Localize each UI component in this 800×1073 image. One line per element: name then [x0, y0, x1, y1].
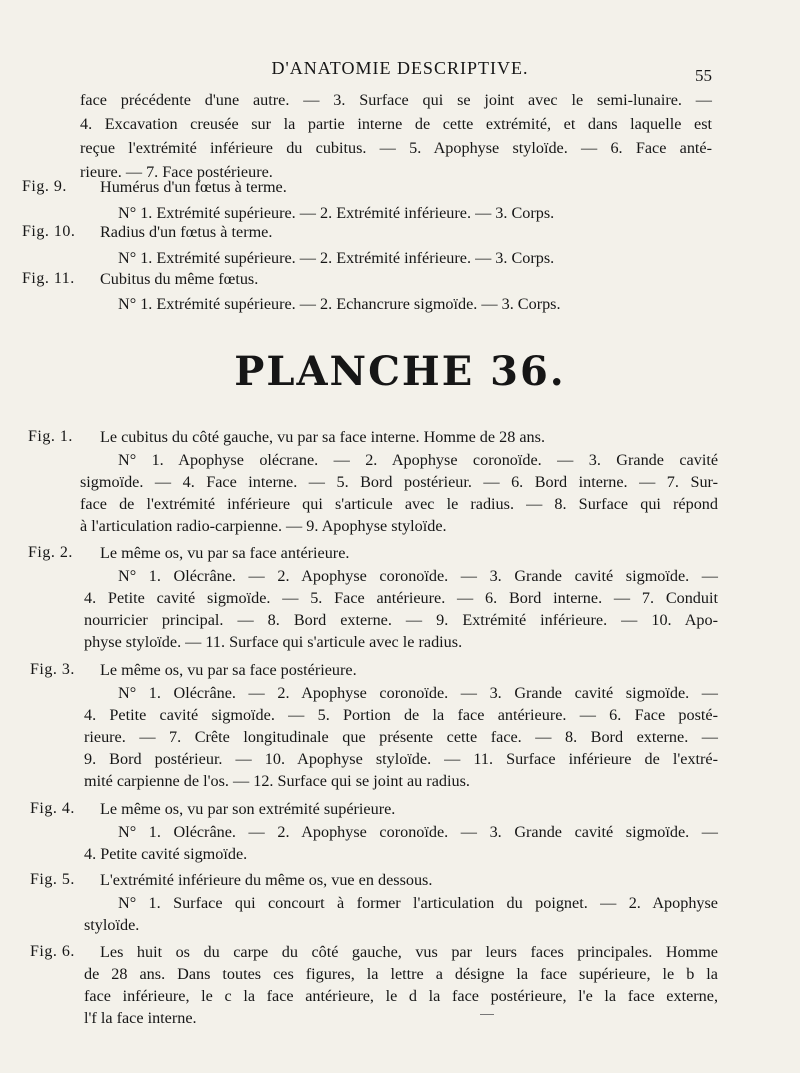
figure-label: Fig. 3.	[30, 661, 75, 678]
figure-line: mité carpienne de l'os. — 12. Surface qui se joint au radius.	[84, 772, 470, 790]
figure-parts: N° 1. Extrémité supérieure. — 2. Extrémité inférieure. — 3. Corps.	[118, 249, 555, 267]
figure-line: N° 1. Olécrâne. — 2. Apophyse coronoïde. — 3. Grande cavité sigmoïde. —	[118, 823, 718, 841]
figure-line: N° 1. Surface qui concourt à former l'articulation du poignet. — 2. Apophyse	[118, 894, 718, 912]
continuation-line: 4. Excavation creusée sur la partie interne de cette extrémité, et dans laquelle est	[80, 115, 712, 133]
figure-line: l'f la face interne.	[84, 1009, 197, 1027]
continuation-line: rieure. — 7. Face postérieure.	[80, 163, 273, 181]
figure-title: L'extrémité inférieure du même os, vue en dessous.	[100, 871, 433, 889]
plate-title: PLANCHE 36.	[234, 348, 566, 395]
figure-line: à l'articulation radio-carpienne. — 9. Apophyse styloïde.	[80, 517, 447, 535]
figure-title: Les huit os du carpe du côté gauche, vus par leurs faces principales. Homme	[100, 943, 718, 961]
figure-title: Le cubitus du côté gauche, vu par sa face interne. Homme de 28 ans.	[100, 428, 545, 446]
figure-line: nourricier principal. — 8. Bord externe. — 9. Extrémité inférieure. — 10. Apo-	[84, 611, 718, 629]
figure-line: 4. Petite cavité sigmoïde. — 5. Face antérieure. — 6. Bord interne. — 7. Conduit	[84, 589, 718, 607]
figure-line: N° 1. Olécrâne. — 2. Apophyse coronoïde. — 3. Grande cavité sigmoïde. —	[118, 684, 718, 702]
figure-line: N° 1. Olécrâne. — 2. Apophyse coronoïde. — 3. Grande cavité sigmoïde. —	[118, 567, 718, 585]
figure-title: Humérus d'un fœtus à terme.	[100, 178, 287, 196]
figure-title: Le même os, vu par son extrémité supérieure.	[100, 800, 396, 818]
figure-label: Fig. 9.	[22, 178, 67, 195]
figure-line: rieure. — 7. Crête longitudinale que présente cette face. — 8. Bord externe. —	[84, 728, 718, 746]
figure-title: Le même os, vu par sa face antérieure.	[100, 544, 350, 562]
printer-mark	[480, 1014, 494, 1015]
figure-title: Le même os, vu par sa face postérieure.	[100, 661, 357, 679]
figure-parts: N° 1. Extrémité supérieure. — 2. Extrémité inférieure. — 3. Corps.	[118, 204, 555, 222]
figure-label: Fig. 4.	[30, 800, 75, 817]
figure-line: sigmoïde. — 4. Face interne. — 5. Bord postérieur. — 6. Bord interne. — 7. Sur-	[80, 473, 718, 491]
running-title: D'ANATOMIE DESCRIPTIVE.	[271, 58, 529, 78]
figure-parts: N° 1. Extrémité supérieure. — 2. Echancrure sigmoïde. — 3. Corps.	[118, 295, 561, 313]
figure-title: Radius d'un fœtus à terme.	[100, 223, 273, 241]
figure-label: Fig. 6.	[30, 943, 75, 960]
figure-line: 4. Petite cavité sigmoïde. — 5. Portion de la face antérieure. — 6. Face posté-	[84, 706, 718, 724]
figure-line: N° 1. Apophyse olécrane. — 2. Apophyse coronoïde. — 3. Grande cavité	[118, 451, 718, 469]
figure-line: 9. Bord postérieur. — 10. Apophyse styloïde. — 11. Surface inférieure de l'extré-	[84, 750, 718, 768]
figure-title: Cubitus du même fœtus.	[100, 270, 259, 288]
continuation-line: reçue l'extrémité inférieure du cubitus. — 5. Apophyse styloïde. — 6. Face anté-	[80, 139, 712, 157]
figure-line: de 28 ans. Dans toutes ces figures, la lettre a désigne la face supérieure, le b la	[84, 965, 718, 983]
figure-line: physe styloïde. — 11. Surface qui s'articule avec le radius.	[84, 633, 463, 651]
figure-label: Fig. 11.	[22, 270, 75, 287]
figure-label: Fig. 5.	[30, 871, 75, 888]
figure-line: styloïde.	[84, 916, 140, 934]
figure-line: face de l'extrémité inférieure qui s'articule avec le radius. — 8. Surface qui répond	[80, 495, 718, 513]
page-number: 55	[695, 66, 712, 85]
figure-label: Fig. 1.	[28, 428, 73, 445]
figure-line: face inférieure, le c la face antérieure, le d la face postérieure, l'e la face externe,	[84, 987, 718, 1005]
continuation-line: face précédente d'une autre. — 3. Surface qui se joint avec le semi-lunaire. —	[80, 91, 712, 109]
figure-label: Fig. 2.	[28, 544, 73, 561]
figure-line: 4. Petite cavité sigmoïde.	[84, 845, 248, 863]
figure-label: Fig. 10.	[22, 223, 76, 240]
